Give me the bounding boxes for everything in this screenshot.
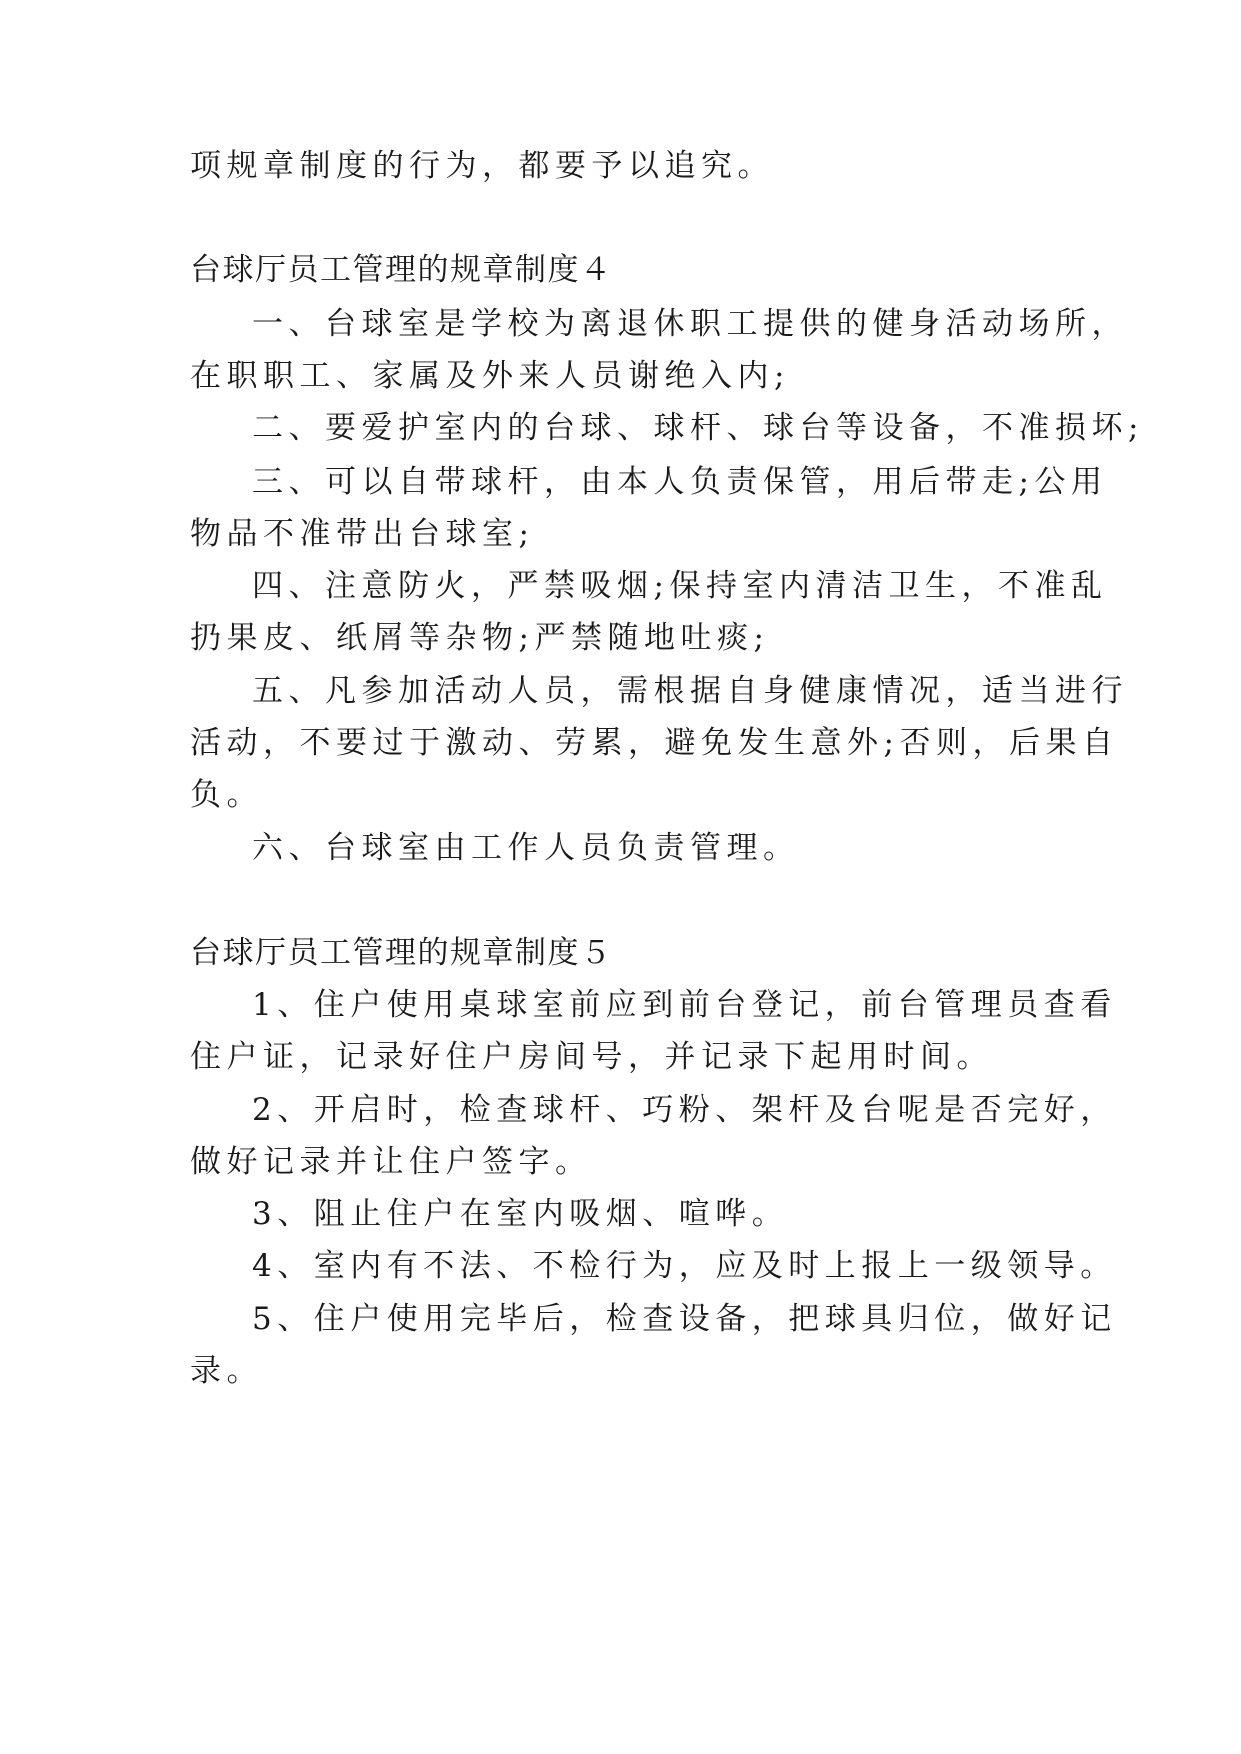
section-5-line: 2、开启时，检查球杆、巧粉、架杆及台呢是否完好， bbox=[252, 1092, 1117, 1128]
intro-paragraph-line: 项规章制度的行为，都要予以追究。 bbox=[190, 148, 774, 184]
section-5-line: 录。 bbox=[190, 1353, 263, 1389]
section-5-line: 住户证，记录好住户房间号，并记录下起用时间。 bbox=[190, 1039, 993, 1075]
section-4-line: 六、台球室由工作人员负责管理。 bbox=[252, 830, 800, 866]
section-5-line: 做好记录并让住户签字。 bbox=[190, 1144, 592, 1180]
section-5-title: 台球厅员工管理的规章制度５ bbox=[190, 935, 613, 971]
section-5-line: 5、住户使用完毕后，检查设备，把球具归位，做好记 bbox=[252, 1301, 1117, 1337]
section-4-line: 活动，不要过于激动、劳累，避免发生意外;否则，后果自 bbox=[190, 725, 1119, 761]
section-4-line: 三、可以自带球杆，由本人负责保管，用后带走;公用 bbox=[252, 464, 1108, 500]
section-4-line: 五、凡参加活动人员，需根据自身健康情况，适当进行 bbox=[252, 673, 1128, 709]
section-4-line: 负。 bbox=[190, 777, 263, 813]
section-4-line: 四、注意防火，严禁吸烟;保持室内清洁卫生，不准乱 bbox=[252, 568, 1108, 604]
section-4-line: 在职职工、家属及外来人员谢绝入内; bbox=[190, 358, 790, 394]
section-5-line: 3、阻止住户在室内吸烟、喧哗。 bbox=[252, 1196, 789, 1232]
section-4-line: 扔果皮、纸屑等杂物;严禁随地吐痰; bbox=[190, 620, 770, 656]
section-4-line: 物品不准带出台球室; bbox=[190, 516, 535, 552]
section-4-line: 一、台球室是学校为离退休职工提供的健身活动场所， bbox=[252, 306, 1128, 342]
section-4-title: 台球厅员工管理的规章制度４ bbox=[190, 252, 613, 288]
section-5-line: 1、住户使用桌球室前应到前台登记，前台管理员查看 bbox=[252, 987, 1117, 1023]
section-4-line: 二、要爱护室内的台球、球杆、球台等设备，不准损坏; bbox=[252, 410, 1144, 446]
section-5-line: 4、室内有不法、不检行为，应及时上报上一级领导。 bbox=[252, 1248, 1117, 1284]
document-page bbox=[190, 0, 1144, 1754]
